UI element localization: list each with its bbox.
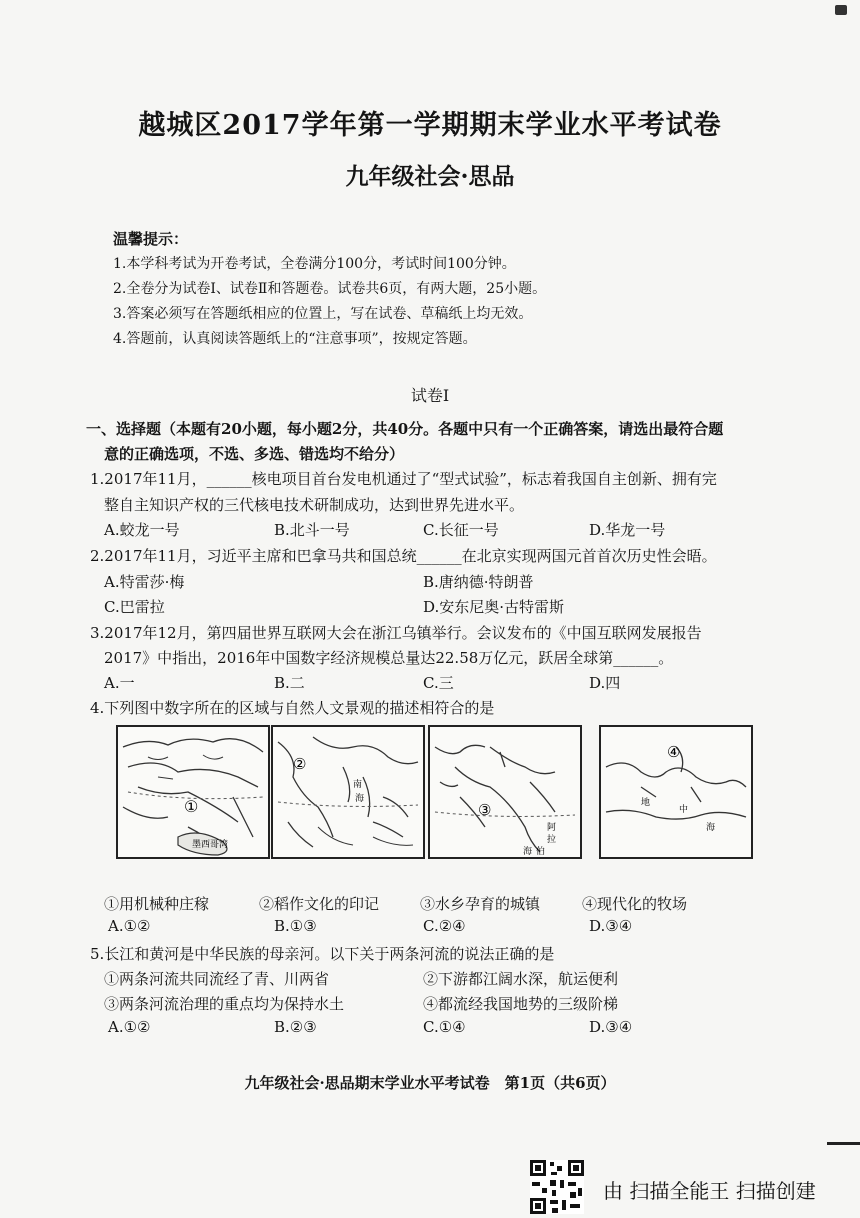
option-c: C.②④ — [423, 917, 466, 935]
map-3-label-b: 拉 — [547, 835, 557, 845]
question-1-cont: 整自主知识产权的三代核电技术研制成功，达到世界先进水平。 — [104, 496, 525, 514]
question-5: 5.长江和黄河是中华民族的母亲河。以下关于两条河流的说法正确的是 — [90, 945, 555, 963]
option-d: D.③④ — [589, 917, 633, 935]
map-2-number: ② — [293, 755, 307, 773]
statement-2: ②下游都江阔水深，航运便利 — [423, 970, 619, 988]
map-southeast-asia — [271, 725, 425, 859]
exam-title: 越城区2017学年第一学期期末学业水平考试卷 — [138, 110, 722, 141]
option-c: C.①④ — [423, 1018, 466, 1036]
map-figures — [116, 725, 751, 860]
map-3-number: ③ — [478, 801, 492, 819]
map-3-label-a: 阿 — [547, 823, 557, 833]
map-2-label-b: 海 — [355, 794, 365, 804]
option-b: B.唐纳德·特朗普 — [423, 573, 534, 591]
statement-2: ②稻作文化的印记 — [259, 895, 380, 913]
statement-4: ④现代化的牧场 — [582, 895, 688, 913]
part-heading: 一、选择题（本题有20小题，每小题2分，共40分。各题中只有一个正确答案，请选出最符合题 — [86, 420, 724, 438]
qr-code-icon — [530, 1160, 584, 1214]
scan-artifact — [835, 5, 847, 15]
option-c: C.长征一号 — [423, 521, 499, 539]
option-b: B.北斗一号 — [274, 521, 350, 539]
scan-edge-mark — [827, 1142, 860, 1145]
option-a: A.特雷莎·梅 — [104, 573, 185, 591]
map-4-label-b: 中 — [679, 805, 689, 815]
map-arabian-peninsula — [428, 725, 582, 859]
statement-4: ④都流经我国地势的三级阶梯 — [423, 995, 619, 1013]
statement-1: ①用机械种庄稼 — [104, 895, 210, 913]
tip-item: 3.答案必须写在答题纸相应的位置上，写在试卷、草稿纸上均无效。 — [113, 306, 533, 322]
option-d: D.华龙一号 — [589, 521, 666, 539]
question-3: 3.2017年12月，第四届世界互联网大会在浙江乌镇举行。会议发布的《中国互联网发展报告 — [90, 624, 702, 642]
map-north-america — [116, 725, 270, 859]
statement-1: ①两条河流共同流经了青、川两省 — [104, 970, 330, 988]
option-d: D.③④ — [589, 1018, 633, 1036]
map-4-drawing — [601, 727, 751, 857]
option-c: C.巴雷拉 — [104, 598, 165, 616]
option-b: B.二 — [274, 674, 305, 692]
map-1-number: ① — [184, 797, 199, 816]
map-4-label-c: 海 — [706, 823, 716, 833]
section-title: 试卷Ⅰ — [410, 386, 450, 405]
scanner-watermark: 由 扫描全能王 扫描创建 — [603, 1179, 816, 1203]
part-heading-cont: 意的正确选项，不选、多选、错选均不给分） — [104, 445, 405, 463]
map-3-drawing — [430, 727, 580, 857]
option-c: C.三 — [423, 674, 454, 692]
map-2-label-a: 南 — [353, 780, 363, 790]
tips-heading: 温馨提示： — [113, 230, 189, 248]
exam-subtitle: 九年级社会·思品 — [345, 163, 515, 190]
option-b: B.①③ — [274, 917, 317, 935]
map-4-label-a: 地 — [641, 798, 651, 808]
map-3-label-c: 伯 — [536, 847, 546, 857]
option-a: A.①② — [108, 1018, 151, 1036]
statement-3: ③水乡孕育的城镇 — [420, 895, 541, 913]
question-4: 4.下列图中数字所在的区域与自然人文景观的描述相符合的是 — [90, 699, 495, 717]
question-3-cont: 2017》中指出，2016年中国数字经济规模总量达22.58万亿元，跃居全球第______。 — [104, 649, 674, 667]
map-1-label: 墨西哥湾 — [192, 840, 229, 850]
question-1: 1.2017年11月，______核电项目首台发电机通过了“型式试验”，标志着我国自主创新、拥有完 — [90, 470, 717, 488]
map-1-drawing — [118, 727, 268, 857]
tip-item: 2.全卷分为试卷Ⅰ、试卷Ⅱ和答题卷。试卷共6页，有两大题，25小题。 — [113, 281, 547, 297]
tip-item: 1.本学科考试为开卷考试，全卷满分100分，考试时间100分钟。 — [113, 256, 516, 272]
map-mediterranean — [599, 725, 753, 859]
page-footer: 九年级社会·思品期末学业水平考试卷 第1页（共6页） — [244, 1074, 616, 1092]
map-2-drawing — [273, 727, 423, 857]
map-3-label-d: 海 — [523, 847, 533, 857]
option-d: D.四 — [589, 674, 621, 692]
option-b: B.②③ — [274, 1018, 317, 1036]
option-a: A.①② — [108, 917, 151, 935]
map-4-number: ④ — [667, 743, 681, 761]
option-d: D.安东尼奥·古特雷斯 — [423, 598, 565, 616]
option-a: A.一 — [104, 674, 135, 692]
tip-item: 4.答题前，认真阅读答题纸上的“注意事项”，按规定答题。 — [113, 331, 477, 347]
question-2: 2.2017年11月，习近平主席和巴拿马共和国总统______在北京实现两国元首首次历史性会晤。 — [90, 547, 717, 565]
statement-3: ③两条河流治理的重点均为保持水土 — [104, 995, 345, 1013]
option-a: A.蛟龙一号 — [104, 521, 180, 539]
